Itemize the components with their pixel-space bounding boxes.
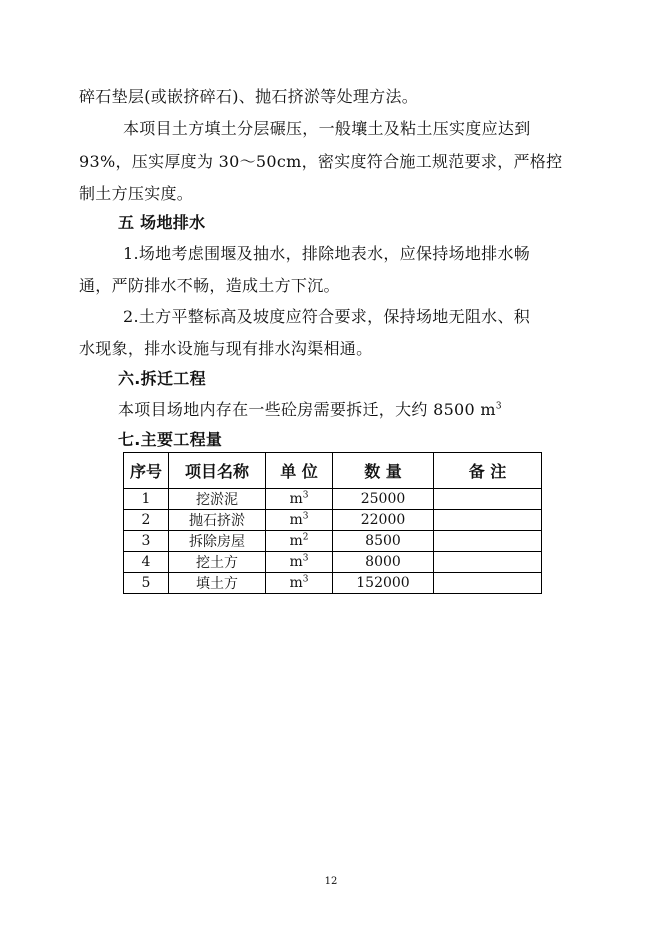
page-number: 12 — [324, 876, 338, 887]
table-row — [124, 531, 542, 552]
unit-superscript: 3 — [302, 511, 309, 522]
cell-name: 抛石挤淤 — [169, 510, 266, 531]
cell-no: 1 — [124, 489, 169, 510]
cell-name: 挖淤泥 — [169, 489, 266, 510]
quantity-table — [123, 452, 542, 594]
cell-qty: 152000 — [333, 573, 434, 594]
cell-qty: 25000 — [333, 489, 434, 510]
cell-no: 4 — [124, 552, 169, 573]
cell-name: 填土方 — [169, 573, 266, 594]
unit-text: m — [289, 554, 303, 570]
cell-qty: 8000 — [333, 552, 434, 573]
unit-superscript: 2 — [302, 532, 309, 543]
unit-text: m — [289, 533, 303, 549]
demolition-text: 本项目场地内存在一些砼房需要拆迁，大约 8500 m — [118, 400, 496, 419]
cell-note — [434, 489, 542, 510]
table-row — [124, 552, 542, 573]
cell-unit — [266, 489, 333, 510]
cell-no: 2 — [124, 510, 169, 531]
table-row — [124, 510, 542, 531]
paragraph-line: 1.场地考虑围堰及抽水，排除地表水，应保持场地排水畅 — [123, 244, 531, 263]
table-header-row — [124, 453, 542, 489]
unit-superscript: 3 — [302, 553, 309, 564]
header-note: 备 注 — [434, 453, 542, 489]
paragraph-line — [118, 399, 502, 421]
cell-note — [434, 552, 542, 573]
table-row — [124, 489, 542, 510]
cell-qty: 22000 — [333, 510, 434, 531]
paragraph-line: 通，严防排水不畅，造成土方下沉。 — [79, 276, 340, 295]
paragraph-line: 水现象，排水设施与现有排水沟渠相通。 — [79, 339, 373, 358]
paragraph-line: 碎石垫层(或嵌挤碎石)、抛石挤淤等处理方法。 — [79, 87, 419, 106]
header-name: 项目名称 — [169, 453, 266, 489]
header-no: 序号 — [124, 453, 169, 489]
cell-note — [434, 510, 542, 531]
unit-superscript: 3 — [495, 401, 502, 412]
cell-unit — [266, 573, 333, 594]
paragraph-line: 本项目土方填土分层碾压，一般壤土及粘土压实度应达到 — [123, 119, 531, 138]
cell-note — [434, 531, 542, 552]
cell-no: 3 — [124, 531, 169, 552]
unit-text: m — [289, 512, 303, 528]
header-unit: 单 位 — [266, 453, 333, 489]
section-heading-5: 五 场地排水 — [118, 213, 206, 232]
header-qty: 数 量 — [333, 453, 434, 489]
cell-no: 5 — [124, 573, 169, 594]
unit-superscript: 3 — [302, 490, 309, 501]
cell-name: 拆除房屋 — [169, 531, 266, 552]
unit-text: m — [289, 575, 303, 591]
cell-qty: 8500 — [333, 531, 434, 552]
unit-superscript: 3 — [302, 574, 309, 585]
cell-name: 挖土方 — [169, 552, 266, 573]
table-row — [124, 573, 542, 594]
paragraph-line: 2.土方平整标高及坡度应符合要求，保持场地无阻水、积 — [123, 307, 531, 326]
cell-unit — [266, 531, 333, 552]
section-heading-7: 七.主要工程量 — [118, 430, 223, 449]
cell-unit — [266, 510, 333, 531]
paragraph-line: 制土方压实度。 — [79, 184, 194, 203]
unit-text: m — [289, 491, 303, 507]
section-heading-6: 六.拆迁工程 — [118, 369, 206, 388]
cell-note — [434, 573, 542, 594]
paragraph-line: 93%，压实厚度为 30～50cm，密实度符合施工规范要求，严格控 — [79, 152, 563, 171]
cell-unit — [266, 552, 333, 573]
